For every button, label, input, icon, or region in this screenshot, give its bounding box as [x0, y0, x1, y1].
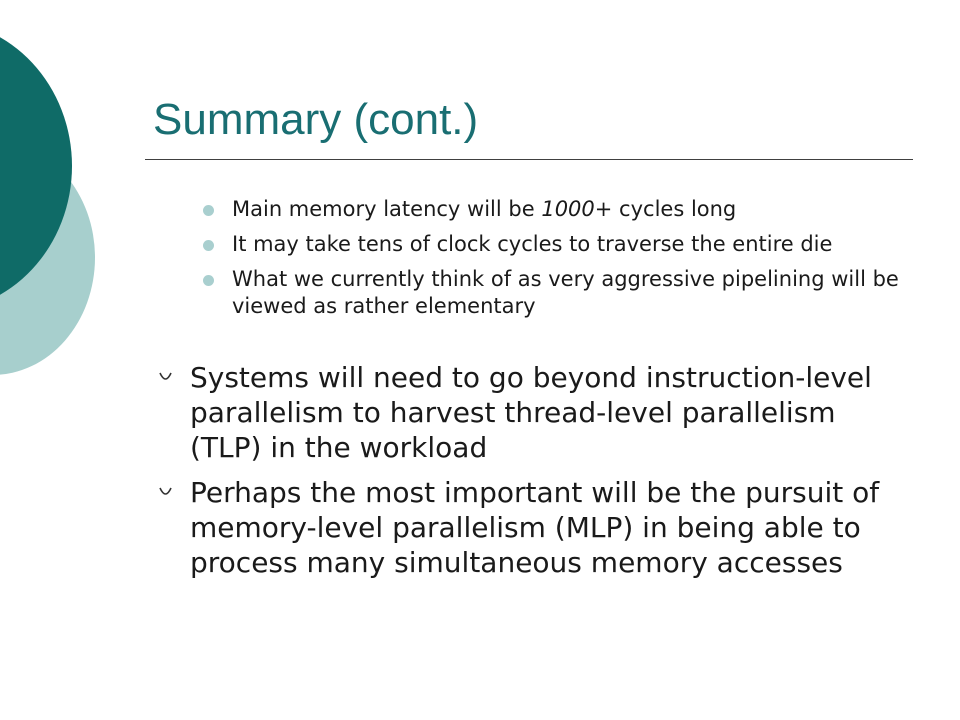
main-bullet-text: Systems will need to go beyond instruction-level parallelism to harvest thread-level parallelism (TLP) in the workload [190, 361, 872, 464]
main-bullet-text: Perhaps the most important will be the pursuit of memory-level parallelism (MLP) in being able to process many simultaneous memory accesses [190, 476, 880, 579]
filled-circle-bullet-icon [203, 205, 214, 216]
sub-bullet-item [200, 266, 900, 320]
sub-bullet-text: It may take tens of clock cycles to traverse the entire die [232, 232, 833, 256]
sub-bullet-list [200, 196, 900, 328]
main-bullet-item [155, 360, 915, 465]
sub-bullet-item [200, 231, 900, 258]
slide-title: Summary (cont.) [153, 95, 479, 144]
sub-bullet-text-before: Main memory latency will be [232, 197, 542, 221]
title-divider [145, 159, 913, 160]
filled-circle-bullet-icon [203, 275, 214, 286]
sub-bullet-item [200, 196, 900, 223]
open-arc-bullet-icon [159, 372, 172, 384]
open-arc-bullet-icon [159, 487, 172, 499]
main-bullet-item [155, 475, 915, 580]
main-bullet-list [155, 360, 915, 590]
filled-circle-bullet-icon [203, 240, 214, 251]
sub-bullet-text: What we currently think of as very aggressive pipelining will be viewed as rather elementary [232, 267, 899, 318]
sub-bullet-text-after: + cycles long [594, 197, 737, 221]
sub-bullet-italic-value: 1000 [541, 197, 595, 221]
